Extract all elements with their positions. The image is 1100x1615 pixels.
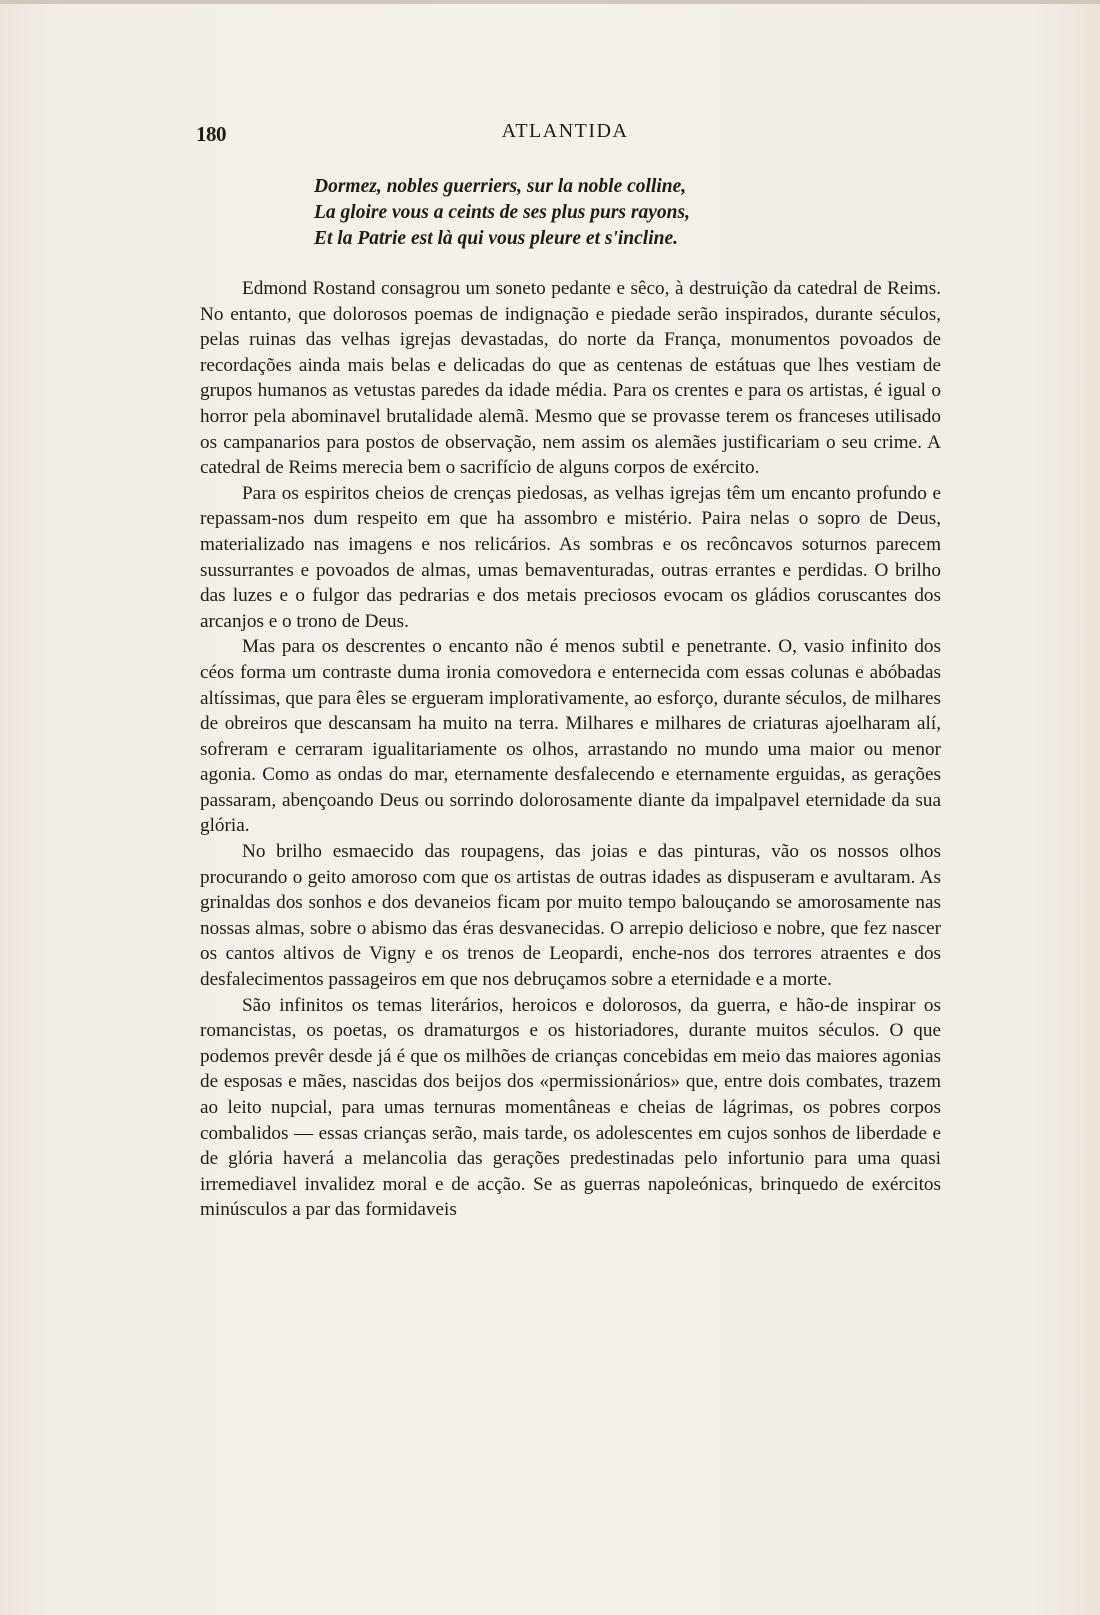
paragraph: Edmond Rostand consagrou um soneto pedante e sêco, à destruição da catedral de Reims. No entanto, que dolorosos poemas de indignação e piedade serão inspirados, durante séculos, pelas ruinas das velhas igrejas devastadas, do norte da França, monumentos povoados de recordações ainda mais belas e delicadas do que as centenas de estátuas que lhes vestiam de grupos humanos as vetustas paredes da idade média. Para os crentes e para os artistas, é igual o horror pela abominavel brutalidade alemã. Mesmo que se provasse terem os franceses utilisado os campanarios para postos de observação, nem assim os alemães justificariam o seu crime. A catedral de Reims merecia bem o sacrifício de alguns corpos de exército. <box>200 278 941 479</box>
body-text <box>200 276 941 1223</box>
page-top-edge <box>0 0 1100 4</box>
paragraph: São infinitos os temas literários, heroicos e dolorosos, da guerra, e hão-de inspirar os romancistas, os poetas, os dramaturgos e os historiadores, durante muitos séculos. O que podemos prevêr desde já é que os milhões de crianças concebidas em meio das maiores agonias de esposas e mães, nascidas dos beijos dos «permissionários» que, entre dois combates, trazem ao leito nupcial, para umas ternuras momentâneas e cheias de lágrimas, os pobres corpos combalidos — essas crianças serão, mais tarde, os adolescentes em cujos sonhos de liberdade e de glória haverá a melancolia das gerações predestinadas pelo infortunio para uma quasi irremediavel invalidez moral e de acção. Se as guerras napoleónicas, brinquedo de exércitos minúsculos a par das formidaveis <box>200 994 941 1221</box>
verse-line: Et la Patrie est là qui vous pleure et s'incline. <box>314 228 679 249</box>
paragraph: Para os espiritos cheios de crenças piedosas, as velhas igrejas têm um encanto profundo e repassam-nos dum respeito em que ha assombro e mistério. Paira nelas o sopro de Deus, materializado nas imagens e nos relicários. As sombras e os recôncavos soturnos parecem sussurrantes e povoados de almas, umas bemaventuradas, outras errantes e perdidas. O brilho das luzes e o fulgor das pedrarias e dos metais preciosos evocam os gládios coruscantes dos arcanjos e o trono de Deus. <box>200 482 941 632</box>
paragraph: No brilho esmaecido das roupagens, das joias e das pinturas, vão os nossos olhos procurando o geito amoroso com que os artistas de outras idades as dispuseram e avultaram. As grinaldas dos sonhos e dos devaneios ficam por muito tempo balouçando se amorosamente nas nossas almas, sobre o abismo das éras desvanecidas. O arrepio delicioso e nobre, que fez nascer os cantos altivos de Vigny e os trenos de Leopardi, enche-nos dos terrores atraentes e dos desfalecimentos passageiros em que nos debruçamos sobre a eternidade e a morte. <box>200 841 941 991</box>
running-title: ATLANTIDA <box>501 120 629 142</box>
verse-line: La gloire vous a ceints de ses plus purs rayons, <box>314 202 690 223</box>
page-number: 180 <box>196 122 226 146</box>
verse-line: Dormez, nobles guerriers, sur la noble colline, <box>314 176 687 197</box>
paragraph: Mas para os descrentes o encanto não é menos subtil e penetrante. O, vasio infinito dos céos forma um contraste duma ironia comovedora e enternecida com essas colunas e abóbadas altíssimas, que para êles se ergueram implorativamente, ao esforço, durante séculos, de milhares de obreiros que descansam ha muito na terra. Milhares e milhares de criaturas ajoelharam alí, sofreram e cerraram igualitariamente os olhos, arrastando no mundo uma maior ou menor agonia. Como as ondas do mar, eternamente desfalecendo e eternamente erguidas, as gerações passaram, abençoando Deus ou sorrindo dolorosamente diante da impalpavel eternidade da sua glória. <box>200 636 941 837</box>
verse-quote <box>314 174 914 252</box>
